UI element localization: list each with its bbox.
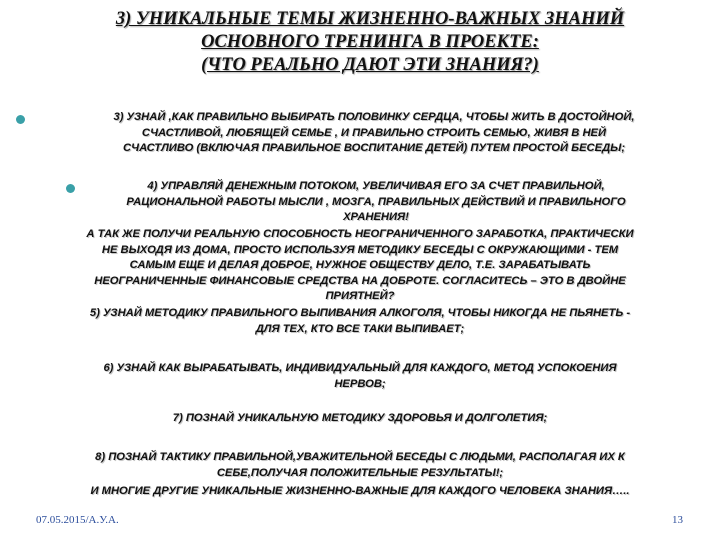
title-line-2: ОСНОВНОГО ТРЕНИНГА В ПРОЕКТЕ: [201, 32, 539, 52]
title-line-1: 3) УНИКАЛЬНЫЕ ТЕМЫ ЖИЗНЕННО-ВАЖНЫХ ЗНАНИЙ [115, 9, 625, 29]
item-8-line-3: И МНОГИЕ ДРУГИЕ УНИКАЛЬНЫЕ ЖИЗНЕННО-ВАЖНЫЕ ДЛЯ КАЖДОГО ЧЕЛОВЕКА ЗНАНИЯ….. [90, 485, 630, 497]
item-7 [6, 411, 714, 427]
item-4-line-3: ХРАНЕНИЯ! [343, 211, 409, 223]
item-6 [6, 361, 714, 392]
slide-title [40, 8, 700, 77]
title-line-3: (ЧТО РЕАЛЬНО ДАЮТ ЭТИ ЗНАНИЯ?) [201, 55, 539, 75]
item-5 [6, 306, 714, 337]
item-5-line-2: ДЛЯ ТЕХ, КТО ВСЕ ТАКИ ВЫПИВАЕТ; [255, 322, 465, 335]
item-3 [36, 110, 712, 157]
footer-date: 07.05.2015/А.У.А. [36, 514, 119, 526]
item-3-line-1: 3) УЗНАЙ ,КАК ПРАВИЛЬНО ВЫБИРАТЬ ПОЛОВИНКУ СЕРДЦА, ЧТОБЫ ЖИТЬ В ДОСТОЙНОЙ, [113, 111, 635, 123]
item-7-line-1: 7) ПОЗНАЙ УНИКАЛЬНУЮ МЕТОДИКУ ЗДОРОВЬЯ И ДОЛГОЛЕТИЯ; [172, 412, 548, 424]
also-paragraph [6, 227, 714, 305]
item-5-line-1: 5) УЗНАЙ МЕТОДИКУ ПРАВИЛЬНОГО ВЫПИВАНИЯ АЛКОГОЛЯ, ЧТОБЫ НИКОГДА НЕ ПЬЯНЕТЬ - [89, 307, 631, 319]
item-4-line-1: 4) УПРАВЛЯЙ ДЕНЕЖНЫМ ПОТОКОМ, УВЕЛИЧИВАЯ ЕГО ЗА СЧЕТ ПРАВИЛЬНОЙ, [147, 180, 605, 192]
item-3-line-3: СЧАСТЛИВО (ВКЛЮЧАЯ ПРАВИЛЬНОЕ ВОСПИТАНИЕ ДЕТЕЙ) ПУТЕМ ПРОСТОЙ БЕСЕДЫ; [122, 142, 626, 154]
item-3-line-2: СЧАСТЛИВОЙ, ЛЮБЯЩЕЙ СЕМЬЕ , И ПРАВИЛЬНО СТРОИТЬ СЕМЬЮ, ЖИВЯ В НЕЙ [141, 126, 607, 139]
also-line-3: САМЫМ ЕЩЕ И ДЕЛАЯ ДОБРОЕ, НУЖНОЕ ОБЩЕСТВУ ДЕЛО, Т.Е. ЗАРАБАТЫВАТЬ [129, 259, 591, 271]
slide-number: 13 [672, 514, 683, 526]
item-6-line-2: НЕРВОВ; [334, 377, 386, 390]
item-8-line-2: СЕБЕ,ПОЛУЧАЯ ПОЛОЖИТЕЛЬНЫЕ РЕЗУЛЬТАТЫ!; [216, 466, 504, 479]
item-8 [6, 450, 714, 500]
also-line-5: ПРИЯТНЕЙ? [325, 290, 395, 302]
also-line-2: НЕ ВЫХОДЯ ИЗ ДОМА, ПРОСТО ИСПОЛЬЗУЯ МЕТОДИКУ БЕСЕДЫ С ОКРУЖАЮЩИМИ - ТЕМ [101, 243, 619, 256]
item-8-line-1: 8) ПОЗНАЙ ТАКТИКУ ПРАВИЛЬНОЙ,УВАЖИТЕЛЬНОЙ БЕСЕДЫ С ЛЮДЬМИ, РАСПОЛАГАЯ ИХ К [95, 451, 625, 463]
bullet-icon [16, 115, 25, 124]
also-line-1: А ТАК ЖЕ ПОЛУЧИ РЕАЛЬНУЮ СПОСОБНОСТЬ НЕОГРАНИЧЕННОГО ЗАРАБОТКА, ПРАКТИЧЕСКИ [86, 228, 634, 240]
also-line-4: НЕОГРАНИЧЕННЫЕ ФИНАНСОВЫЕ СРЕДСТВА НА ДОБРОТЕ. СОГЛАСИТЕСЬ – ЭТО В ДВОЙНЕ [94, 274, 626, 287]
item-4 [40, 179, 712, 226]
item-6-line-1: 6) УЗНАЙ КАК ВЫРАБАТЫВАТЬ, ИНДИВИДУАЛЬНЫЙ ДЛЯ КАЖДОГО, МЕТОД УСПОКОЕНИЯ [103, 362, 617, 374]
item-4-line-2: РАЦИОНАЛЬНОЙ РАБОТЫ МЫСЛИ , МОЗГА, ПРАВИЛЬНЫХ ДЕЙСТВИЙ И ПРАВИЛЬНОГО [126, 195, 626, 208]
